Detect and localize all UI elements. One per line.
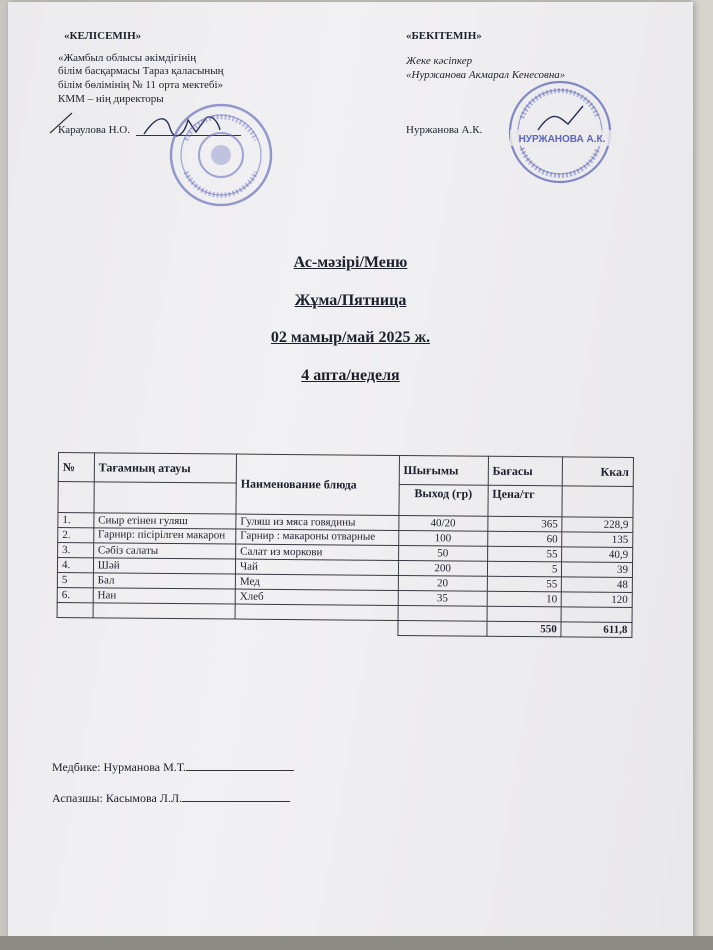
background-wall (691, 0, 713, 950)
left-heading: «КЕЛІСЕМІН» (64, 30, 142, 42)
row-kcal: 135 (562, 532, 633, 548)
right-signatory: Нуржанова А.К. (406, 124, 483, 136)
school-seal-icon (166, 100, 276, 210)
row-name-kz: Сиыр етінен гуляш (94, 513, 236, 529)
row-name-ru: Хлеб (235, 589, 398, 605)
total-price: 550 (487, 621, 562, 637)
row-kcal: 39 (562, 562, 633, 578)
row-output: 40/20 (399, 515, 488, 531)
left-line-4: КММ – нің директоры (58, 93, 164, 105)
empty-cell (561, 607, 632, 623)
right-line-2: «Нуржанова Акмарал Кенесовна» (406, 69, 566, 81)
subheader-output: Выход (гр) (399, 484, 488, 516)
total-kcal: 611,8 (561, 622, 632, 638)
header-price: Бағасы (488, 456, 563, 486)
left-signatory: Караулова Н.О. (58, 124, 130, 136)
left-line-1: «Жамбыл облысы әкімдігінің (58, 52, 197, 64)
row-name-ru: Гарнир : макароны отварные (236, 529, 399, 545)
row-name-ru: Мед (235, 574, 398, 590)
menu-table (56, 452, 634, 638)
row-no: 4. (57, 558, 93, 573)
row-kcal: 48 (562, 577, 633, 593)
row-no: 2. (58, 528, 94, 543)
row-no: 1. (58, 513, 94, 528)
title-week: 4 апта/неделя (301, 367, 400, 384)
subheader-price: Цена/тг (488, 485, 563, 517)
row-kcal: 40,9 (562, 547, 633, 563)
total-blank (398, 620, 487, 636)
row-no: 6. (57, 587, 93, 602)
document-page (8, 2, 693, 942)
row-output: 35 (398, 590, 487, 606)
empty-cell (93, 603, 235, 619)
title-day: Жұма/Пятница (294, 292, 407, 309)
total-blank (93, 618, 235, 634)
header-no: № (58, 453, 94, 482)
nurse-label: Медбике: Нурманова М.Т. (52, 760, 186, 774)
floor (0, 936, 713, 950)
header-name-ru: Наименование блюда (236, 454, 399, 515)
row-price: 60 (487, 531, 562, 547)
header-kcal: Ккал (563, 457, 634, 487)
total-blank (235, 619, 398, 635)
row-name-ru: Чай (235, 559, 398, 575)
header-output: Шығымы (399, 455, 488, 485)
subheader-blank-2 (94, 482, 236, 514)
subheader-blank-3 (562, 486, 633, 518)
nurse-line (52, 760, 294, 774)
left-line-3: білім бөлімінің № 11 орта мектебі» (58, 79, 224, 91)
right-heading: «БЕКІТЕМІН» (406, 30, 482, 42)
row-price: 55 (487, 576, 562, 592)
row-output: 50 (398, 545, 487, 561)
right-line-1: Жеке кәсіпкер (406, 55, 473, 67)
empty-cell (235, 604, 398, 620)
row-no: 3. (58, 543, 94, 558)
row-price: 55 (487, 546, 562, 562)
row-output: 100 (398, 530, 487, 546)
row-price: 365 (487, 516, 562, 532)
row-name-ru: Гуляш из мяса говядины (236, 514, 399, 530)
left-sign-stroke (46, 107, 76, 137)
empty-cell (398, 605, 487, 621)
cook-signature-line (182, 791, 290, 802)
empty-cell (57, 602, 93, 617)
row-price: 10 (487, 591, 562, 607)
row-output: 200 (398, 560, 487, 576)
title-menu: Ас-мәзірі/Меню (293, 254, 408, 271)
row-name-kz: Сәбіз салаты (93, 543, 235, 559)
subheader-blank-1 (58, 482, 94, 513)
row-price: 5 (487, 561, 562, 577)
row-name-kz: Шәй (93, 558, 235, 574)
cook-line (52, 791, 290, 805)
row-name-kz: Бал (93, 573, 235, 589)
cook-label: Аспазшы: Касымова Л.Л. (52, 791, 183, 805)
left-line-2: білім басқармасы Тараз қаласының (58, 65, 224, 77)
header-name-kz: Тағамның атауы (94, 453, 236, 483)
row-kcal: 228,9 (562, 517, 633, 533)
entrepreneur-seal-icon (498, 78, 628, 188)
empty-cell (487, 606, 562, 622)
row-kcal: 120 (562, 592, 633, 608)
nurse-signature-line (186, 760, 294, 771)
row-name-kz: Нан (93, 588, 235, 604)
title-date: 02 мамыр/май 2025 ж. (270, 329, 431, 346)
row-name-kz: Гарнир: пісірілген макарон (94, 528, 236, 544)
seal-center-text: НУРЖАНОВА А.К. (518, 134, 606, 145)
total-blank (57, 617, 93, 632)
row-name-ru: Салат из моркови (236, 544, 399, 560)
row-no: 5 (57, 572, 93, 587)
row-output: 20 (398, 575, 487, 591)
